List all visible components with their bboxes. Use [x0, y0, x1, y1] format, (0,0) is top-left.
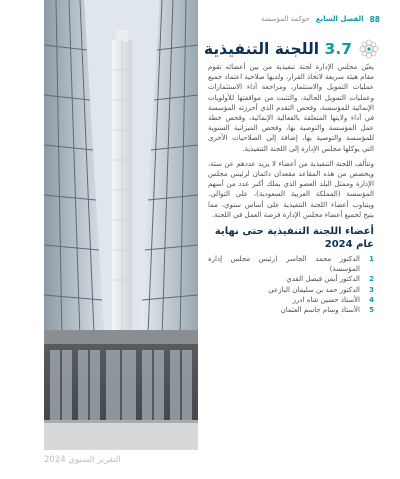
list-item	[208, 285, 374, 295]
list-item	[208, 305, 374, 315]
member-name: الدكتور حمد بن سليمان البازعي	[268, 285, 360, 294]
main-content	[208, 62, 374, 315]
chapter-label: الفصل السابع	[315, 15, 364, 23]
member-name: الأستاذ حسين شاه ادرر	[292, 295, 360, 304]
paragraph-1: يعيّن مجلس الإدارة لجنة تنفيذية من بين أعضائه تقوم مقام هيئة سريعة لاتخاذ القرار، ولديها صلاحية اعتماد جميع عمليات التمويل والاستثمار، ومراجعة أداء الاستثمارات وعمليات التمويل الحالية، والتثبت من موافقتها للأولويات الإنمائية للمؤسسة، وفحص التقدم الذي أحرزته المؤسسة في أداء ولايتها المتعلقة بالفعالية الإنمائية، وفحص خطة عمل المؤسسة والتوصية بها، وفحص الميزانية السنوية للمؤسسة والتوصية بها، إضافة إلى الصلاحيات الأخرى التي يوكلها مجلس الإدارة إلى اللجنة التنفيذية.	[208, 63, 374, 153]
page-header	[210, 13, 380, 25]
list-item	[208, 295, 374, 305]
title-text: اللجنة التنفيذية	[203, 40, 320, 58]
list-item	[208, 254, 374, 274]
list-number: 3	[369, 285, 374, 294]
paragraph-2: وتتألف اللجنة التنفيذية من أعضاء لا يزيد عددهم عن ستة، ويخصص من هذه المقاعد مقعدان دائمان لرئيس مجلس الإدارة وممثل البلد العضو الذي يملك أكبر عدد من أسهم المؤسسة (المملكة العربية السعودية)، على التوالي. ويتناوب أعضاء اللجنة التنفيذية على أساس سنوي، مما يتيح لجميع أعضاء مجلس الإدارة فرصة العمل في اللجنة.	[208, 159, 374, 219]
member-name: الدكتور أيمن فيصل القدي	[286, 275, 360, 284]
building-illustration	[44, 0, 198, 450]
building-photo	[44, 0, 198, 450]
list-number: 5	[369, 306, 374, 315]
list-number: 2	[369, 275, 374, 284]
flower-logo-icon	[358, 38, 380, 60]
member-name: الدكتور محمد الجاسر (رئيس مجلس إدارة المؤسسة)	[208, 255, 360, 274]
title-number: 3.7	[324, 40, 352, 58]
list-number: 4	[369, 295, 374, 304]
section-title	[203, 36, 380, 62]
list-item	[208, 274, 374, 284]
members-heading: أعضاء اللجنة التنفيذية حتى نهاية عام 2024	[214, 226, 374, 250]
list-number: 1	[369, 255, 374, 264]
members-list	[208, 254, 374, 315]
member-name: الأستاذ وسام جاسم العثمان	[280, 306, 360, 315]
photo-caption: التقرير السنوي 2024	[44, 455, 121, 465]
page-title	[204, 40, 352, 58]
section-label: حوكمة المؤسسة	[260, 15, 310, 23]
page-number: 88	[369, 14, 380, 24]
